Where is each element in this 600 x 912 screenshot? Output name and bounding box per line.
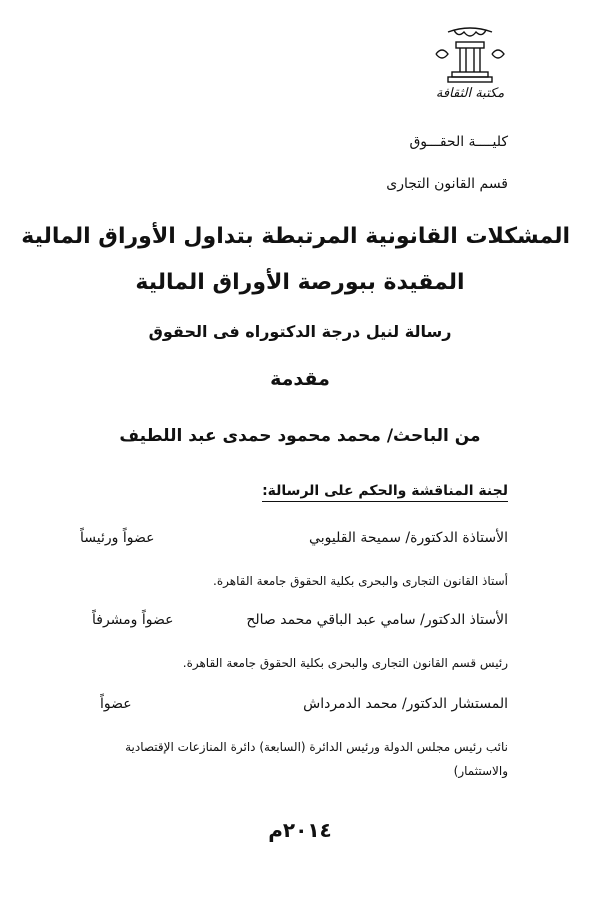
committee-member-1-role: عضواً ورئيساً bbox=[80, 530, 155, 546]
committee-member-1-description: أستاذ القانون التجارى والبحرى بكلية الحقوق جامعة القاهرة. bbox=[213, 574, 508, 588]
committee-member-3-name: المستشار الدكتور/ محمد الدمرداش bbox=[303, 696, 508, 712]
committee-member-2-name: الأستاذ الدكتور/ سامي عبد الباقي محمد صالح bbox=[246, 612, 508, 628]
committee-member-3-role: عضواً bbox=[100, 696, 132, 712]
faculty-name: كليــــة الحقـــوق bbox=[409, 134, 508, 150]
researcher-name: من الباحث/ محمد محمود حمدى عبد اللطيف bbox=[119, 426, 481, 446]
thesis-title-line-1: المشكلات القانونية المرتبطة بتداول الأوراق المالية bbox=[21, 224, 570, 249]
committee-member-3-description-line-2: والاستثمار) bbox=[453, 764, 508, 778]
library-logo-icon bbox=[428, 24, 512, 86]
committee-member-3-description: نائب رئيس مجلس الدولة ورئيس الدائرة (السابعة) دائرة المنازعات الإقتصادية bbox=[125, 740, 508, 754]
committee-heading: لجنة المناقشة والحكم على الرسالة: bbox=[262, 483, 508, 502]
library-logo bbox=[428, 24, 512, 110]
committee-member-2-description: رئيس قسم القانون التجارى والبحرى بكلية الحقوق جامعة القاهرة. bbox=[182, 656, 508, 670]
thesis-date: ٢٠١٤م bbox=[268, 818, 332, 842]
degree-statement: رسالة لنيل درجة الدكتوراه فى الحقوق bbox=[148, 322, 452, 341]
thesis-title-line-2: المقيدة ببورصة الأوراق المالية bbox=[135, 270, 465, 295]
committee-member-1-name: الأستاذة الدكتورة/ سميحة القليوبي bbox=[309, 530, 508, 546]
committee-member-2-role: عضواً ومشرفاً bbox=[92, 612, 174, 628]
logo-caption: مكتبة الثقافة bbox=[435, 86, 505, 101]
submitted-label: مقدمة bbox=[270, 368, 330, 390]
department-name: قسم القانون التجارى bbox=[386, 176, 508, 192]
